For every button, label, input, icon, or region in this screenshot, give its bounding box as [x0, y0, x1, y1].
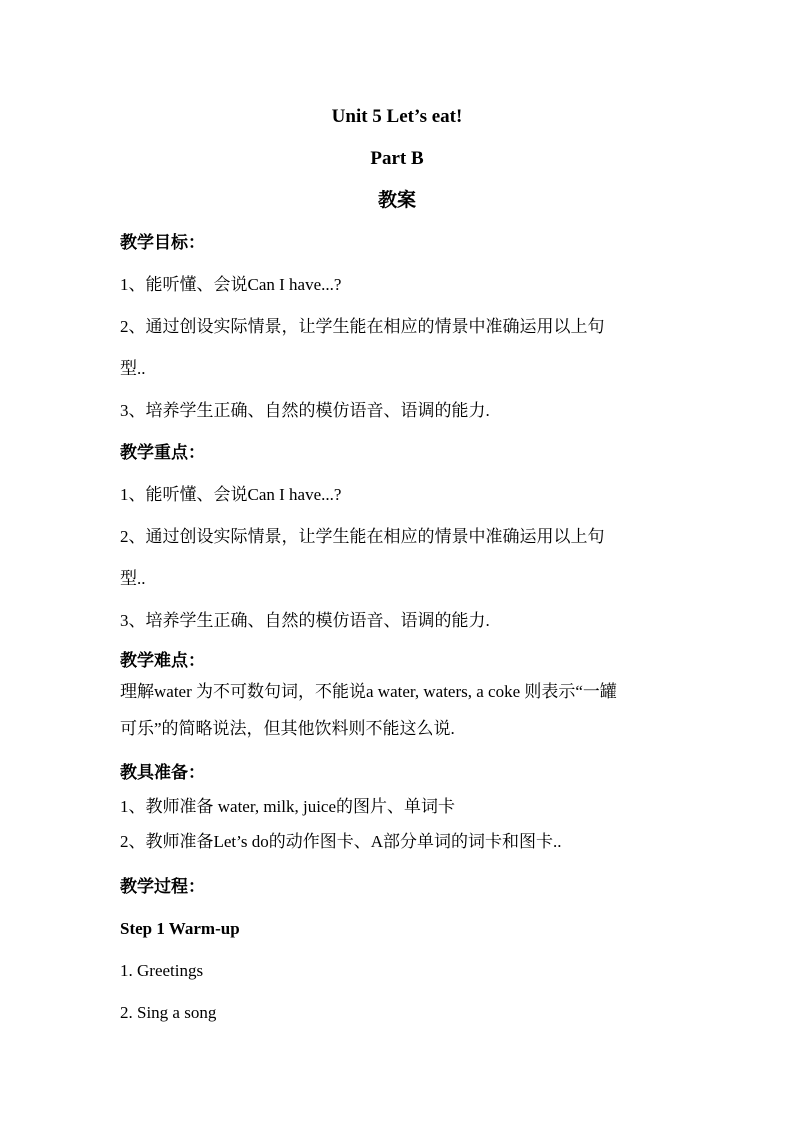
- objectives-item-2-line-2: 型..: [120, 359, 146, 378]
- process-item-2: 2. Sing a song: [120, 1003, 217, 1022]
- materials-item-2: 2、教师准备Let’s do的动作图卡、A部分单词的词卡和图卡..: [120, 832, 562, 851]
- key-points-item-1: 1、能听懂、会说Can I have...?: [120, 485, 342, 504]
- objectives-item-1: 1、能听懂、会说Can I have...?: [120, 275, 342, 294]
- difficulties-line-2: 可乐”的简略说法，但其他饮料则不能这么说.: [120, 719, 455, 738]
- difficulties-heading: 教学难点：: [120, 651, 205, 670]
- key-points-heading: 教学重点：: [120, 443, 205, 462]
- materials-item-1: 1、教师准备 water, milk, juice的图片、单词卡: [120, 797, 456, 816]
- key-points-item-2-line-1: 2、通过创设实际情景，让学生能在相应的情景中准确运用以上句: [120, 527, 605, 546]
- process-item-1: 1. Greetings: [120, 961, 204, 980]
- process-step-1: Step 1 Warm-up: [120, 919, 240, 938]
- document-subtitle: Part B: [370, 148, 424, 169]
- objectives-item-3: 3、培养学生正确、自然的模仿语音、语调的能力.: [120, 401, 490, 420]
- materials-heading: 教具准备：: [120, 763, 205, 782]
- objectives-heading: 教学目标：: [120, 233, 205, 252]
- difficulties-line-1: 理解water 为不可数句词，不能说a water, waters, a coke 则表示“一罐: [120, 682, 617, 701]
- objectives-item-2-line-1: 2、通过创设实际情景，让学生能在相应的情景中准确运用以上句: [120, 317, 605, 336]
- key-points-item-2-line-2: 型..: [120, 569, 146, 588]
- document-type: 教案: [377, 190, 416, 211]
- process-heading: 教学过程：: [120, 877, 205, 896]
- document-title: Unit 5 Let’s eat!: [331, 106, 463, 127]
- key-points-item-3: 3、培养学生正确、自然的模仿语音、语调的能力.: [120, 611, 490, 630]
